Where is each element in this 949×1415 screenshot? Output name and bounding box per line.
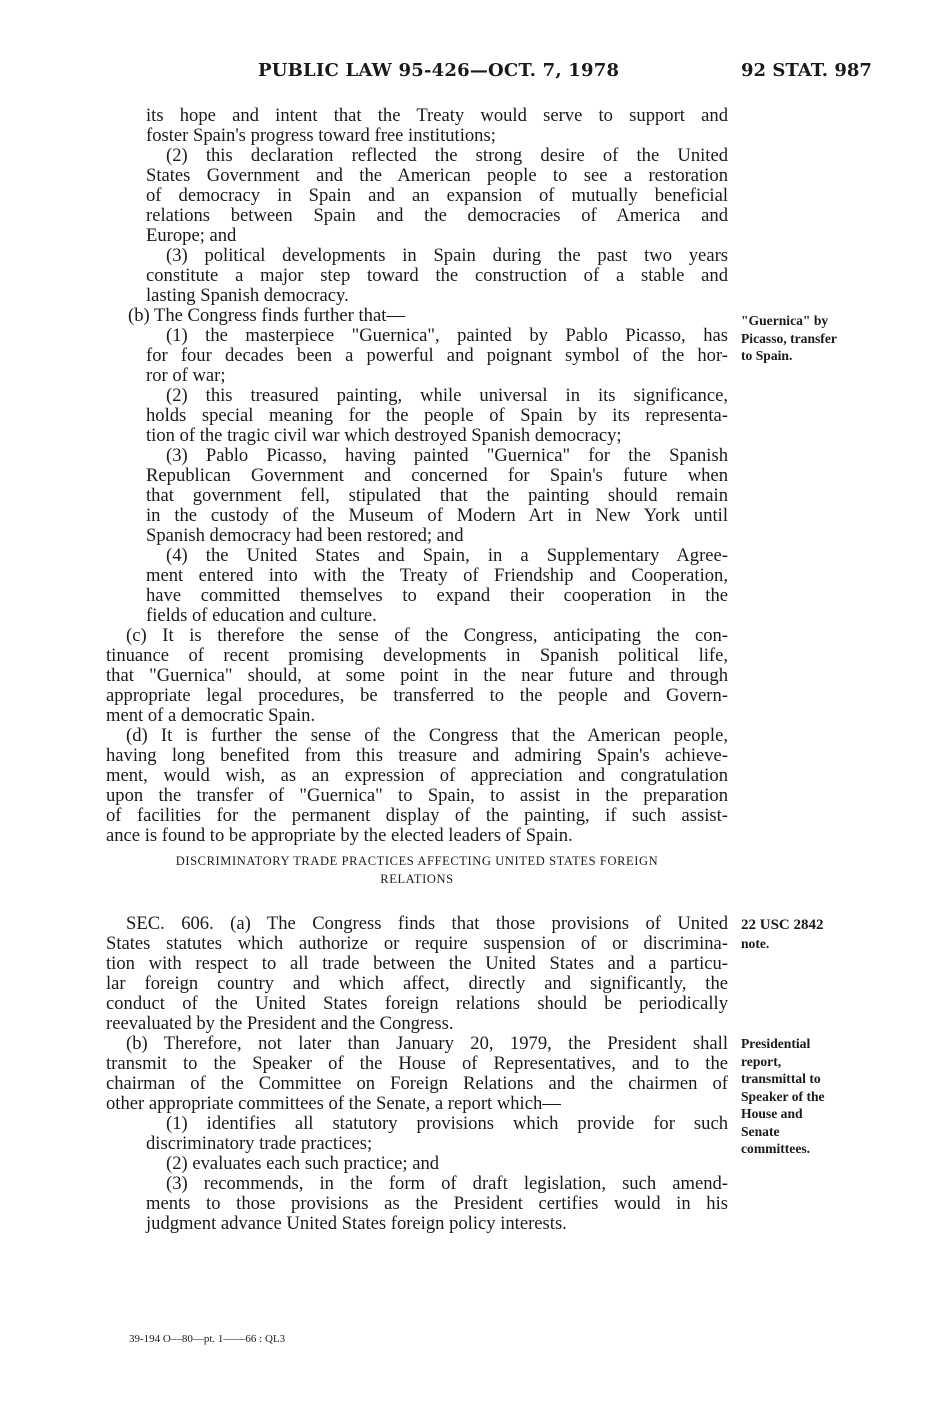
text-line: of facilities for the permanent display of the painting, if such assist- bbox=[106, 805, 728, 826]
text-line: in the custody of the Museum of Modern Art in New York until bbox=[146, 505, 728, 526]
text-line: discriminatory trade practices; bbox=[146, 1133, 373, 1154]
paragraph-b-findings bbox=[106, 306, 728, 326]
text-line: of democracy in Spain and an expansion of mutually beneficial bbox=[146, 185, 728, 206]
margin-note-guernica bbox=[741, 312, 871, 365]
text-line: chairman of the Committee on Foreign Relations and the chairmen of bbox=[106, 1073, 728, 1094]
text-line: lasting Spanish democracy. bbox=[146, 285, 349, 306]
text-line: ments to those provisions as the President certifies would in his bbox=[146, 1193, 728, 1214]
text-line: appropriate legal procedures, be transferred to the people and Govern- bbox=[106, 685, 728, 706]
margin-note-line: House and bbox=[741, 1106, 803, 1121]
text-line: SEC. 606. (a) The Congress finds that those provisions of United bbox=[126, 913, 728, 934]
text-line: that government fell, stipulated that the painting should remain bbox=[146, 485, 728, 506]
paragraph-2-declaration bbox=[106, 146, 728, 246]
header-title: PUBLIC LAW 95-426—OCT. 7, 1978 bbox=[258, 60, 620, 81]
text-line: (3) Pablo Picasso, having painted "Guernica" for the Spanish bbox=[166, 445, 728, 466]
section-heading bbox=[106, 852, 728, 888]
text-line: ment, would wish, as an expression of appreciation and congratulation bbox=[106, 765, 728, 786]
paragraph-b4-agreement bbox=[106, 546, 728, 626]
heading-line: RELATIONS bbox=[380, 872, 454, 886]
text-line: (3) recommends, in the form of draft legislation, such amend- bbox=[166, 1173, 728, 1194]
page-header bbox=[0, 60, 949, 88]
paragraph-c-sense bbox=[106, 626, 728, 726]
text-line: Republican Government and concerned for Spain's future when bbox=[146, 465, 728, 486]
heading-line: DISCRIMINATORY TRADE PRACTICES AFFECTING UNITED STATES FOREIGN bbox=[175, 854, 659, 868]
margin-note-line: Picasso, transfer bbox=[741, 330, 837, 346]
paragraph-b1-identifies bbox=[106, 1114, 728, 1154]
margin-note-line: report, bbox=[741, 1053, 782, 1069]
text-line: ance is found to be appropriate by the elected leaders of Spain. bbox=[106, 825, 573, 846]
text-line: (2) evaluates each such practice; and bbox=[166, 1153, 440, 1174]
text-line: tinuance of recent promising developments in Spanish political life, bbox=[106, 645, 728, 666]
text-line: fields of education and culture. bbox=[146, 605, 377, 626]
text-line: ror of war; bbox=[146, 365, 226, 386]
text-line: Europe; and bbox=[146, 225, 237, 246]
paragraph-b2-treasured bbox=[106, 386, 728, 446]
text-line: holds special meaning for the people of Spain by its representa- bbox=[146, 405, 728, 426]
text-line: tion with respect to all trade between the United States and a particu- bbox=[106, 953, 728, 974]
margin-note-line: transmittal to bbox=[741, 1071, 821, 1086]
paragraph-b1-masterpiece bbox=[106, 326, 728, 386]
paragraph-d-further bbox=[106, 726, 728, 846]
paragraph-3-political bbox=[106, 246, 728, 306]
margin-note-line: to Spain. bbox=[741, 348, 793, 363]
text-line: transmit to the Speaker of the House of Representatives, and to the bbox=[106, 1053, 728, 1074]
text-line: for four decades been a powerful and poignant symbol of the hor- bbox=[146, 345, 728, 366]
margin-note-line: Speaker of the bbox=[741, 1088, 825, 1104]
paragraph-sec-606-b bbox=[106, 1034, 728, 1114]
margin-note-line: Presidential bbox=[741, 1036, 811, 1051]
text-line: that "Guernica" should, at some point in the near future and through bbox=[106, 665, 728, 686]
margin-note-line: 22 USC 2842 bbox=[741, 917, 824, 933]
header-stat-page: 92 STAT. 987 bbox=[741, 60, 872, 81]
text-line: relations between Spain and the democracies of America and bbox=[146, 205, 728, 226]
margin-note-usc bbox=[741, 917, 871, 952]
text-line: (d) It is further the sense of the Congress that the American people, bbox=[126, 725, 728, 746]
text-line: Spanish democracy had been restored; and bbox=[146, 525, 464, 546]
margin-note-line: committees. bbox=[741, 1141, 811, 1156]
text-line: judgment advance United States foreign policy interests. bbox=[146, 1213, 567, 1234]
paragraph-hope-intent bbox=[106, 106, 728, 146]
paragraph-sec-606-a bbox=[106, 914, 728, 1034]
text-line: ment entered into with the Treaty of Friendship and Cooperation, bbox=[146, 565, 728, 586]
text-line: (1) the masterpiece "Guernica", painted by Pablo Picasso, has bbox=[166, 325, 728, 346]
paragraph-b3-recommends bbox=[106, 1174, 728, 1234]
footer-print-code: 39-194 O—80—pt. 1——66 : QL3 bbox=[129, 1333, 286, 1345]
text-line: reevaluated by the President and the Congress. bbox=[106, 1013, 454, 1034]
text-line: having long benefited from this treasure and admiring Spain's achieve- bbox=[106, 745, 728, 766]
text-line: lar foreign country and which affect, directly and significantly, the bbox=[106, 973, 728, 994]
text-line: ment of a democratic Spain. bbox=[106, 705, 316, 726]
margin-note-line: note. bbox=[741, 935, 770, 951]
text-line: constitute a major step toward the construction of a stable and bbox=[146, 265, 728, 286]
text-line: its hope and intent that the Treaty would serve to support and bbox=[146, 105, 728, 126]
text-line: (c) It is therefore the sense of the Congress, anticipating the con- bbox=[126, 625, 728, 646]
text-line: tion of the tragic civil war which destroyed Spanish democracy; bbox=[146, 425, 622, 446]
text-line: have committed themselves to expand their cooperation in the bbox=[146, 585, 728, 606]
text-line: conduct of the United States foreign relations should be periodically bbox=[106, 993, 728, 1014]
text-line: (1) identifies all statutory provisions which provide for such bbox=[166, 1113, 728, 1134]
text-line: (b) The Congress finds further that— bbox=[128, 305, 405, 326]
margin-note-line: "Guernica" by bbox=[741, 313, 829, 328]
text-line: foster Spain's progress toward free institutions; bbox=[146, 125, 496, 146]
margin-note-presidential bbox=[741, 1035, 871, 1158]
text-line: (2) this treasured painting, while universal in its significance, bbox=[166, 385, 728, 406]
text-line: States Government and the American people to see a restoration bbox=[146, 165, 728, 186]
paragraph-b3-picasso bbox=[106, 446, 728, 546]
text-line: (b) Therefore, not later than January 20, 1979, the President shall bbox=[126, 1033, 728, 1054]
text-line: (3) political developments in Spain during the past two years bbox=[166, 245, 728, 266]
text-line: States statutes which authorize or require suspension of or discrimina- bbox=[106, 933, 728, 954]
text-line: (4) the United States and Spain, in a Supplementary Agree- bbox=[166, 545, 728, 566]
body-text bbox=[106, 106, 728, 1234]
text-line: other appropriate committees of the Senate, a report which— bbox=[106, 1093, 561, 1114]
text-line: upon the transfer of "Guernica" to Spain, to assist in the preparation bbox=[106, 785, 728, 806]
margin-note-line: Senate bbox=[741, 1123, 780, 1139]
text-line: (2) this declaration reflected the strong desire of the United bbox=[166, 145, 728, 166]
paragraph-b2-evaluates bbox=[106, 1154, 728, 1174]
